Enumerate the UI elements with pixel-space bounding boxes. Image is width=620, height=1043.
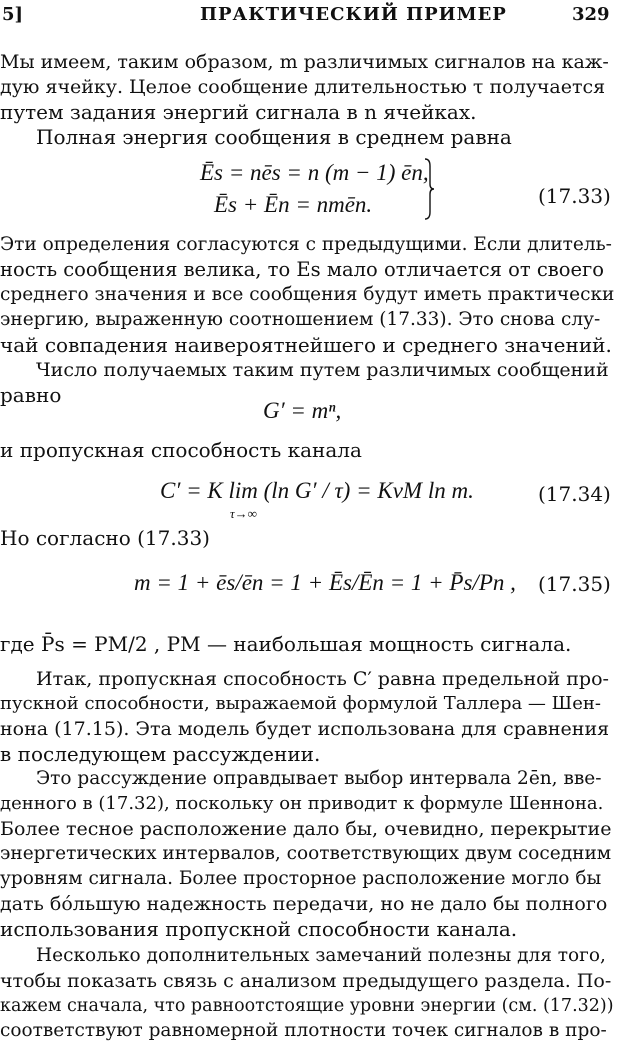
text-line: использования пропускной способности канала. <box>0 917 518 941</box>
text-line: Это рассуждение оправдывает выбор интервала 2ēn, вве- <box>36 768 602 789</box>
text-line: Несколько дополнительных замечаний полезны для того, <box>36 945 606 966</box>
equation-17-35: m = 1 + ēs/ēn = 1 + Ēs/Ēn = 1 + P̄s/Pn , <box>134 570 516 595</box>
text-line: равно <box>0 383 62 407</box>
equation-17-33-line2: Ēs + Ēn = nmēn. <box>214 192 373 217</box>
text-line: денного в (17.32), поскольку он приводит к формуле Шеннона. <box>0 793 604 814</box>
text-line: среднего значения и все сообщения будут иметь практически <box>0 284 615 305</box>
text-line: Полная энергия сообщения в среднем равна <box>36 125 512 149</box>
equation-17-33-line1: Ēs = nēs = n (m − 1) ēn, <box>200 160 429 185</box>
text-line: энергетических интервалов, соответствующих двум соседним <box>0 843 612 864</box>
text-line: Более тесное расположение дало бы, очевидно, перекрытие <box>0 818 612 840</box>
text-line: Эти определения согласуются с предыдущими. Если длитель- <box>0 234 612 255</box>
text-line: и пропускная способность канала <box>0 438 362 462</box>
text-line: кажем сначала, что равноотстоящие уровни энергии (см. (17.32)) <box>0 996 614 1016</box>
text-line: Итак, пропускная способность C′ равна предельной про- <box>36 668 609 690</box>
text-line: нона (17.15). Эта модель будет использована для сравнения <box>0 718 610 740</box>
running-title: ПРАКТИЧЕСКИЙ ПРИМЕР <box>200 4 507 25</box>
text-line: где P̄s = PM/2 , PM — наибольшая мощность сигнала. <box>0 632 572 656</box>
equation-17-34: C′ = K lim (ln G′ / τ) = KνM ln m. <box>160 478 474 503</box>
text-line: Число получаемых таким путем различимых сообщений <box>36 359 609 381</box>
equation-number: (17.35) <box>538 572 611 596</box>
text-line: соответствуют равномерной плотности точек сигналов в про- <box>0 1020 607 1041</box>
right-brace-icon <box>424 158 434 220</box>
text-line: уровням сигнала. Более просторное расположение могло бы <box>0 868 602 889</box>
text-line: Мы имеем, таким образом, m различимых сигналов на каж- <box>0 51 609 73</box>
text-line: Но согласно (17.33) <box>0 526 210 550</box>
text-line: дую ячейку. Целое сообщение длительностью τ получается <box>0 76 606 98</box>
text-line: ность сообщения велика, то Es мало отличается от своего <box>0 258 605 281</box>
page-number: 329 <box>572 4 610 25</box>
text-line: чай совпадения наивероятнейшего и среднего значений. <box>0 333 612 357</box>
text-line: в последующем рассуждении. <box>0 742 321 766</box>
text-line: энергию, выраженную соотношением (17.33). Это снова слу- <box>0 309 601 330</box>
text-line: путем задания энергий сигнала в n ячейках. <box>0 100 477 124</box>
equation-number: (17.33) <box>538 184 611 208</box>
text-line: пускной способности, выражаемой формулой Таллера — Шен- <box>0 693 601 714</box>
text-line: чтобы показать связь с анализом предыдущего раздела. По- <box>0 970 612 992</box>
section-number: 5] <box>2 4 24 25</box>
equation-number: (17.34) <box>538 482 611 506</box>
text-line: дать бóльшую надежность передачи, но не дало бы полного <box>0 893 608 915</box>
equation-g-prime: G′ = mⁿ, <box>263 398 342 423</box>
limit-subscript: τ→∞ <box>230 506 257 521</box>
